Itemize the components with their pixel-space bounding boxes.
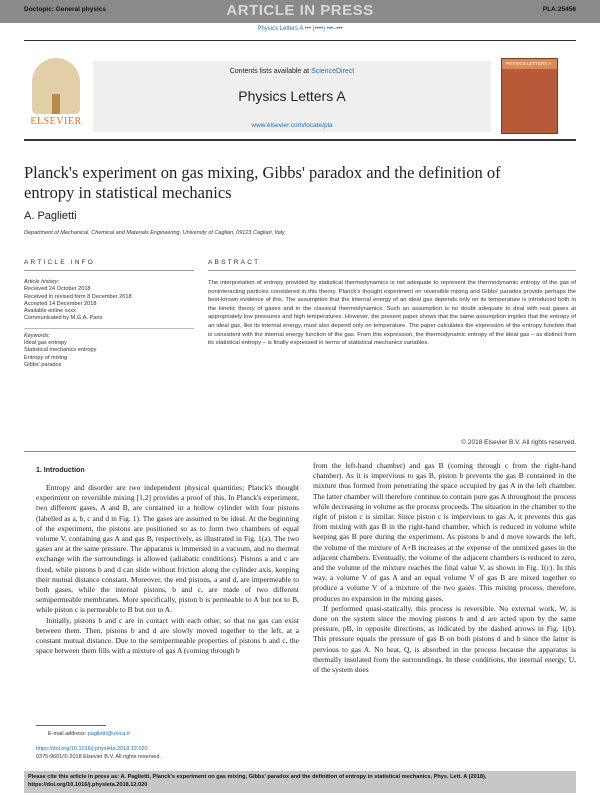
article-title: Planck's experiment on gas mixing, Gibbs' paradox and the definition of entropy in statistical mechanics xyxy=(24,163,501,202)
journal-header-box xyxy=(93,61,491,132)
contents-line: Contents lists available at ScienceDirect xyxy=(229,68,355,75)
paragraph: If performed quasi-statically, this process is reversible. No external work, W, is done on the system since the moving pistons b and d are acted upon by the same pressure, pB, in opposite directions, as indicated by the dashed arrows in Fig. 1(b). This pressure equals the pressure of gas B on both pistons d and b since the latter is pervious to gas A. No heat, Q, is absorbed in the process because the apparatus is thermally insulated from the surroundings. In these conditions, the internal energy, U, of the system does xyxy=(313,603,576,675)
journal-title: Physics Letters A xyxy=(238,88,346,104)
history-item: Accepted 14 December 2018 xyxy=(24,300,97,307)
history-item: Communicated by M.G.A. Paris xyxy=(24,315,103,322)
header-bottom-rule xyxy=(24,139,576,141)
citation-box xyxy=(24,771,576,793)
journal-reference[interactable]: Physics Letters A ••• (••••) •••–••• xyxy=(257,26,343,32)
history-item: Received in revised form 8 December 2018 xyxy=(24,293,132,300)
keyword: Statistical mechanics entropy xyxy=(24,347,97,354)
abstract-heading: ABSTRACT xyxy=(208,259,261,266)
journal-homepage xyxy=(93,122,491,129)
sciencedirect-link[interactable]: ScienceDirect xyxy=(311,68,355,75)
keyword: Gibbs' paradox xyxy=(24,361,62,368)
article-in-press-banner: ARTICLE IN PRESS xyxy=(226,2,374,19)
history-item: Available online xxxx xyxy=(24,308,76,315)
cover-title: PHYSICS LETTERS A xyxy=(506,61,552,66)
elsevier-logo xyxy=(26,58,86,130)
article-author: A. Paglietti xyxy=(24,210,77,222)
paragraph: Initially, pistons b and c are in contact with each other, so that no gas can exist between them. Then, pistons b and d are slowly moved together to the left, at a constant mutual distance. Due to the semipermeable properties of pistons b and c, the space between them fills with a mixture of gas A (coming through b xyxy=(36,615,299,656)
publisher-logo-text: ELSEVIER xyxy=(30,116,82,127)
history-label: Article history: xyxy=(24,279,60,285)
email-link[interactable]: paglietti@unica.it xyxy=(87,731,130,737)
citation-text: Please cite this article in press as: A. Paglietti, Planck's experiment on gas mixing, Gibbs' paradox and the definition of entropy in statistical mechanics, Phys. Lett. A (2018), https://doi.org/10.1016/j.physleta.2018.12.020 xyxy=(28,774,487,788)
journal-cover-image xyxy=(501,58,558,134)
abstract-text: The interpretation of entropy provided by statistical thermodynamics is not adequate to represent the thermodynamic entropy of the gas of noninteracting particles considered in this theory. Planck's thought experiment on reversible mixing and Gibbs' paradox provide perhaps the best-known evidence of this. The assumption that the internal energy of an ideal gas depends only on its temperature is introduced both in the kinetic theory of gases and in the classical thermodynamics. Such an assumption is no doubt adequate to deal with real gases at appropriately low pressures and high temperatures. However, the present paper shows that the same assumption implies that the entropy of an ideal gas, like its internal energy, must also depend only on temperature. The paper calculates the expression of the entropy function that is consistent with the internal energy function of the gas. From this expression, the thermodynamic entropy of the ideal gas – as distinct from its statistical entropy – is finally expressed in terms of statistical mechanics variables. xyxy=(208,280,576,347)
keyword: Ideal gas entropy xyxy=(24,340,67,347)
top-bar xyxy=(0,0,600,23)
header-rule xyxy=(24,40,576,41)
footnote-email: E-mail address: paglietti@unica.it xyxy=(48,731,130,737)
history-item: Received 24 October 2018 xyxy=(24,286,91,293)
section-heading: 1. Introduction xyxy=(36,467,85,474)
paragraph: from the left-hand chamber) and gas B (coming through c from the right-hand chamber). As it is impervious to gas B, piston b prevents the gas B contained in the mixture thus formed from penetrating the space occupied by gas A in the left chamber. The latter chamber will therefore continue to contain pure gas A throughout the process while decreasing in volume as the process proceeds. The situation in the chamber to the right of piston c is similar. Since piston c is impervious to gas A, it prevents this gas from mixing with gas B in the right-hand chamber, which is reduced in volume while keeping gas B pure during the experiment. As pistons b and d move towards the left, the volume of the mixture of A+B increases at the expense of the unmixed gases in the adjacent chambers. Eventually, the volume of the adjacent chambers is reduced to zero, and the volume of the mixture reaches the final value V, as shown in Fig. 1(c). In this way, a volume V of gas A and an equal volume V of gas B are mixed together to produce a volume V of a mixture of the two gases. This mixing process, therefore, produces no expansion in the mixing gases. xyxy=(313,461,576,603)
doi-link[interactable]: https://doi.org/10.1016/j.physleta.2018.12.020 xyxy=(36,746,148,752)
paragraph: Entropy and disorder are two independent physical quantities; Planck's thought experiment on reversible mixing [1,2] provides a proof of this. In Planck's experiment, two different gases, A and B, are contained in a hollow cylinder with four pistons (labelled as a, b, c and d in Fig. 1). The gases are assumed to be ideal. At the beginning of the experiment, the pistons are positioned so as to form two chambers of equal volume V, containing gas A and gas B, respectively, as illustrated in Fig. 1(a). The two gases are at the same pressure. The apparatus is immersed in a vacuum, and no thermal exchange with the surroundings is allowed (adiabatic conditions). Pistons a and c are fixed, while pistons b and d can slide without friction along the cylinder axis, keeping their mutual distance constant. Moreover, the end pistons, a and d, are impermeable to both gases, while the internal pistons, b and c, are made of two different semipermeable membranes. More specifically, piston b is permeable to A but not to B, while piston c is permeable to B but not to A. xyxy=(36,483,299,615)
abstract-copyright: © 2018 Elsevier B.V. All rights reserved. xyxy=(461,439,576,446)
article-info-heading: ARTICLE INFO xyxy=(24,259,96,266)
left-column xyxy=(36,483,299,656)
homepage-link[interactable]: www.elsevier.com/locate/pla xyxy=(251,122,333,129)
author-affiliation: Department of Mechanical, Chemical and Materials Engineering, University of Cagliari, 09123 Cagliari, Italy xyxy=(24,230,285,236)
right-column xyxy=(313,461,576,675)
keywords-label: Keywords: xyxy=(24,332,51,339)
article-code: PLA:25456 xyxy=(542,6,576,13)
article-info xyxy=(24,279,194,369)
keyword: Entropy of mixing xyxy=(24,354,68,361)
doctopic-label: Doctopic: General physics xyxy=(24,6,106,13)
issn-line: 0375-9601/© 2018 Elsevier B.V. All rights reserved. xyxy=(36,754,161,760)
